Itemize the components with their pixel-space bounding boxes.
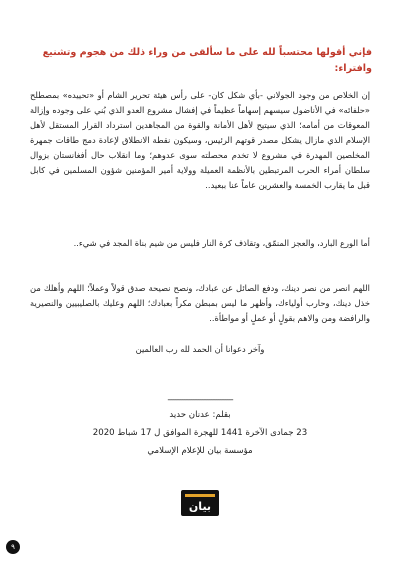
paragraph-2: أما الورع البارد، والعجز المنمّق، وتقاذف كرة النار فليس من شيم بناة المجد في شيء.. [73, 238, 370, 248]
logo-text: بيان [188, 500, 212, 513]
date-line: 23 جمادى الآخرة 1441 للهجرة الموافق ل 17 شباط 2020 [92, 428, 308, 438]
closing-line: وآخر دعوانا أن الحمد لله رب العالمين [135, 344, 265, 354]
paragraph-3: اللهم انصر من نصر دينك، ودفع الصائل عن عبادك، ونصح نصيحة صدق قولاً وعملاً؛ اللهم وأهلك من خذل دينك، وحارب أولياءك، وأظهر ما ليس بمبطن مكراً بعبادك؛ اللهم وعليك بالصليبيين والنصيرية والرافضة ومن والاهم بقولٍ أو عملٍ أو مواطأة.. [30, 283, 370, 323]
page-number-badge: ٩ [6, 540, 20, 554]
paragraph-1: إن الخلاص من وجود الجولاني -بأي شكل كان- على رأس هيئة تحرير الشام أو «تحييده» بمصطلح «حلفائه» في الأناضول سيسهم إسهاماً عظيماً في إفشال مشروع العدو الذي بُني على وجوده وإزالة المعوقات من أمامه؛ الذي سيتيح لأهل الأمانة والقوة من المجاهدين استرداد القرار المستقل لأهل الإسلام الذي مازال يشكل مصدر قوتهم الرئيس، وسيكون نقطة الانطلاق لإعادة دمج طاقات جمهرة المخلصين المهدرة في مشروع لا تخدم محصلته سوى عدوهم؛ وما انقلاب حال أفغانستان بزوال سلطان أمراء الحرب المرتبطين بالأنظمة العميلة وولاية أمير المؤمنين شؤون المسلمين في كابل قبل ما يقارب الخمسة والعشرين عاماً عنا ببعيد.. [30, 90, 370, 190]
logo-accent-bar [185, 494, 215, 497]
section-heading: فإني أقولها محتسباً لله على ما سألقى من وراء ذلك من هجوم وتشنيع وافتراء: [42, 47, 372, 74]
separator-line: ----------------------------- [167, 395, 233, 405]
author-line: بقلم: عدنان حديد [169, 410, 231, 420]
bayan-logo [181, 490, 219, 516]
organization-line: مؤسسة بيان للإعلام الإسلامي [147, 446, 253, 456]
